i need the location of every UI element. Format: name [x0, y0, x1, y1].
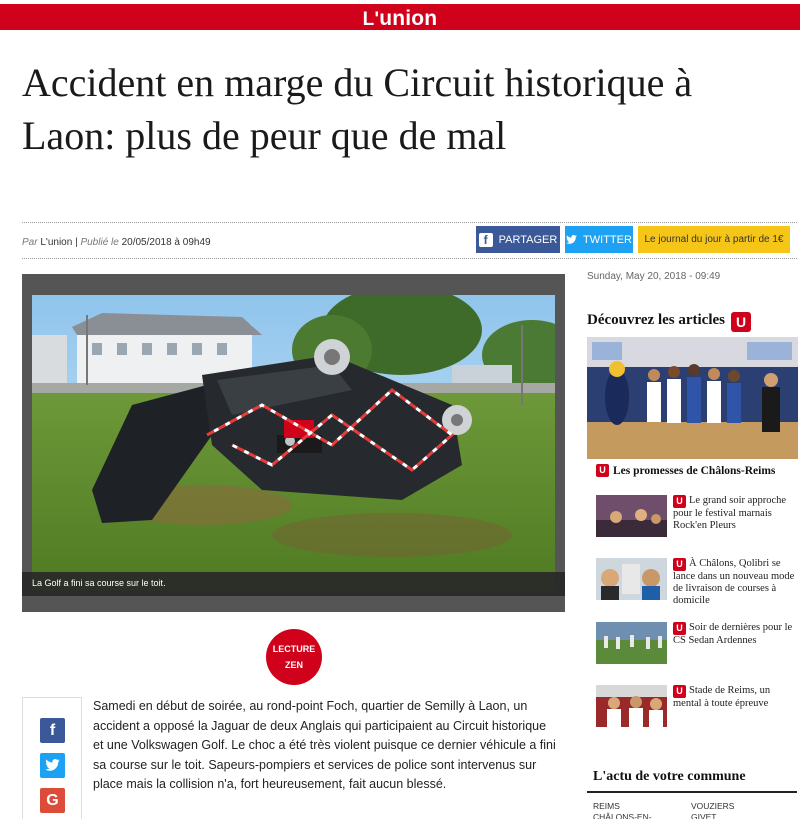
commune-link[interactable]: GIVET — [691, 812, 717, 819]
commune-link[interactable]: VOUZIERS — [691, 801, 735, 811]
news-thumbnail — [596, 495, 667, 537]
byline-author[interactable]: L'union — [40, 237, 73, 248]
actu-commune-title: L'actu de votre commune — [593, 769, 746, 784]
union-u-icon: U — [673, 622, 686, 635]
union-u-icon: U — [596, 464, 609, 477]
commune-column — [593, 801, 652, 819]
photo-caption-bar — [22, 572, 565, 596]
byline-date: 20/05/2018 à 09h49 — [121, 237, 211, 248]
site-logo[interactable] — [0, 7, 800, 31]
news-thumbnail — [596, 622, 667, 664]
zen-line1: LECTURE — [272, 644, 316, 654]
google-plus-icon[interactable]: G — [40, 788, 65, 813]
union-u-icon: U — [673, 685, 686, 698]
commune-column — [691, 801, 734, 819]
overturned-car-image — [32, 295, 555, 591]
news-headline: Stade de Reims, un mental à toute épreuve — [673, 685, 771, 709]
news-item[interactable] — [596, 495, 796, 543]
twitter-share-button[interactable] — [565, 226, 633, 253]
byline-par: Par — [22, 237, 38, 248]
lecture-zen-button[interactable] — [266, 629, 322, 685]
news-thumbnail — [596, 685, 667, 727]
news-headline: À Châlons, Qolibri se lance dans un nouveau mode de livraison de courses à domicile — [673, 558, 795, 606]
byline-published: Publié le — [80, 237, 119, 248]
article-body: Samedi en début de soirée, au rond-point Foch, quartier de Semilly à Laon, un accident a opposé la Jaguar de deux Anglais qui participaient au Circuit historique et une Volkswagen Golf. Le choc a été très violent puisque ce dernier véhicule a fini sa course sur le toit. Sapeurs-pompiers et services de police sont intervenus sur place mais la collision n'a, fort heureusement, fait aucun blessé. — [93, 699, 556, 791]
commune-link[interactable]: REIMS — [593, 801, 620, 811]
promo-title-text: Les promesses de Châlons-Reims — [613, 464, 776, 477]
facebook-share-label: PARTAGER — [498, 233, 558, 246]
decouvrez-heading — [587, 312, 751, 332]
facebook-share-button[interactable] — [476, 226, 560, 253]
promo-title[interactable] — [596, 464, 775, 477]
photo-caption: La Golf a fini sa course sur le toit. — [32, 578, 166, 588]
twitter-icon[interactable] — [40, 753, 65, 778]
actu-commune-box — [587, 763, 797, 793]
article-title: Accident en marge du Circuit historique à Laon: plus de peur que de mal — [22, 60, 693, 158]
union-u-icon: U — [673, 558, 686, 571]
commune-link[interactable]: CHÂLONS-EN- — [593, 812, 652, 819]
journal-du-jour-label: Le journal du jour à partir de 1€ — [644, 234, 784, 245]
twitter-share-label: TWITTER — [583, 233, 632, 246]
logo-name: union — [379, 7, 438, 30]
journal-du-jour-button[interactable] — [638, 226, 790, 253]
zen-line2: ZEN — [285, 660, 303, 670]
facebook-icon[interactable]: f — [40, 718, 65, 743]
site-header — [0, 4, 800, 30]
divider — [22, 258, 797, 259]
byline-separator: | — [72, 237, 81, 248]
sidebar-date: Sunday, May 20, 2018 - 09:49 — [587, 271, 721, 282]
article-media[interactable] — [22, 274, 565, 612]
divider — [22, 222, 797, 223]
promo-image[interactable] — [587, 337, 798, 459]
article-photo[interactable] — [32, 295, 555, 591]
twitter-icon — [566, 235, 577, 244]
news-item[interactable] — [596, 622, 796, 670]
decouvrez-title: Découvrez les articles — [587, 312, 725, 328]
news-thumbnail — [596, 558, 667, 600]
news-item[interactable] — [596, 685, 796, 733]
union-u-icon: U — [731, 312, 751, 332]
logo-prefix: L' — [362, 9, 380, 30]
basketball-team-image — [587, 337, 798, 459]
news-headline: Soir de dernières pour le CS Sedan Ardennes — [673, 622, 793, 646]
union-u-icon: U — [673, 495, 686, 508]
byline — [22, 237, 211, 248]
social-share-box — [22, 697, 82, 819]
facebook-icon: f — [479, 233, 493, 247]
news-headline: Le grand soir approche pour le festival marnais Rock'en Pleurs — [673, 495, 787, 531]
news-item[interactable] — [596, 558, 796, 606]
